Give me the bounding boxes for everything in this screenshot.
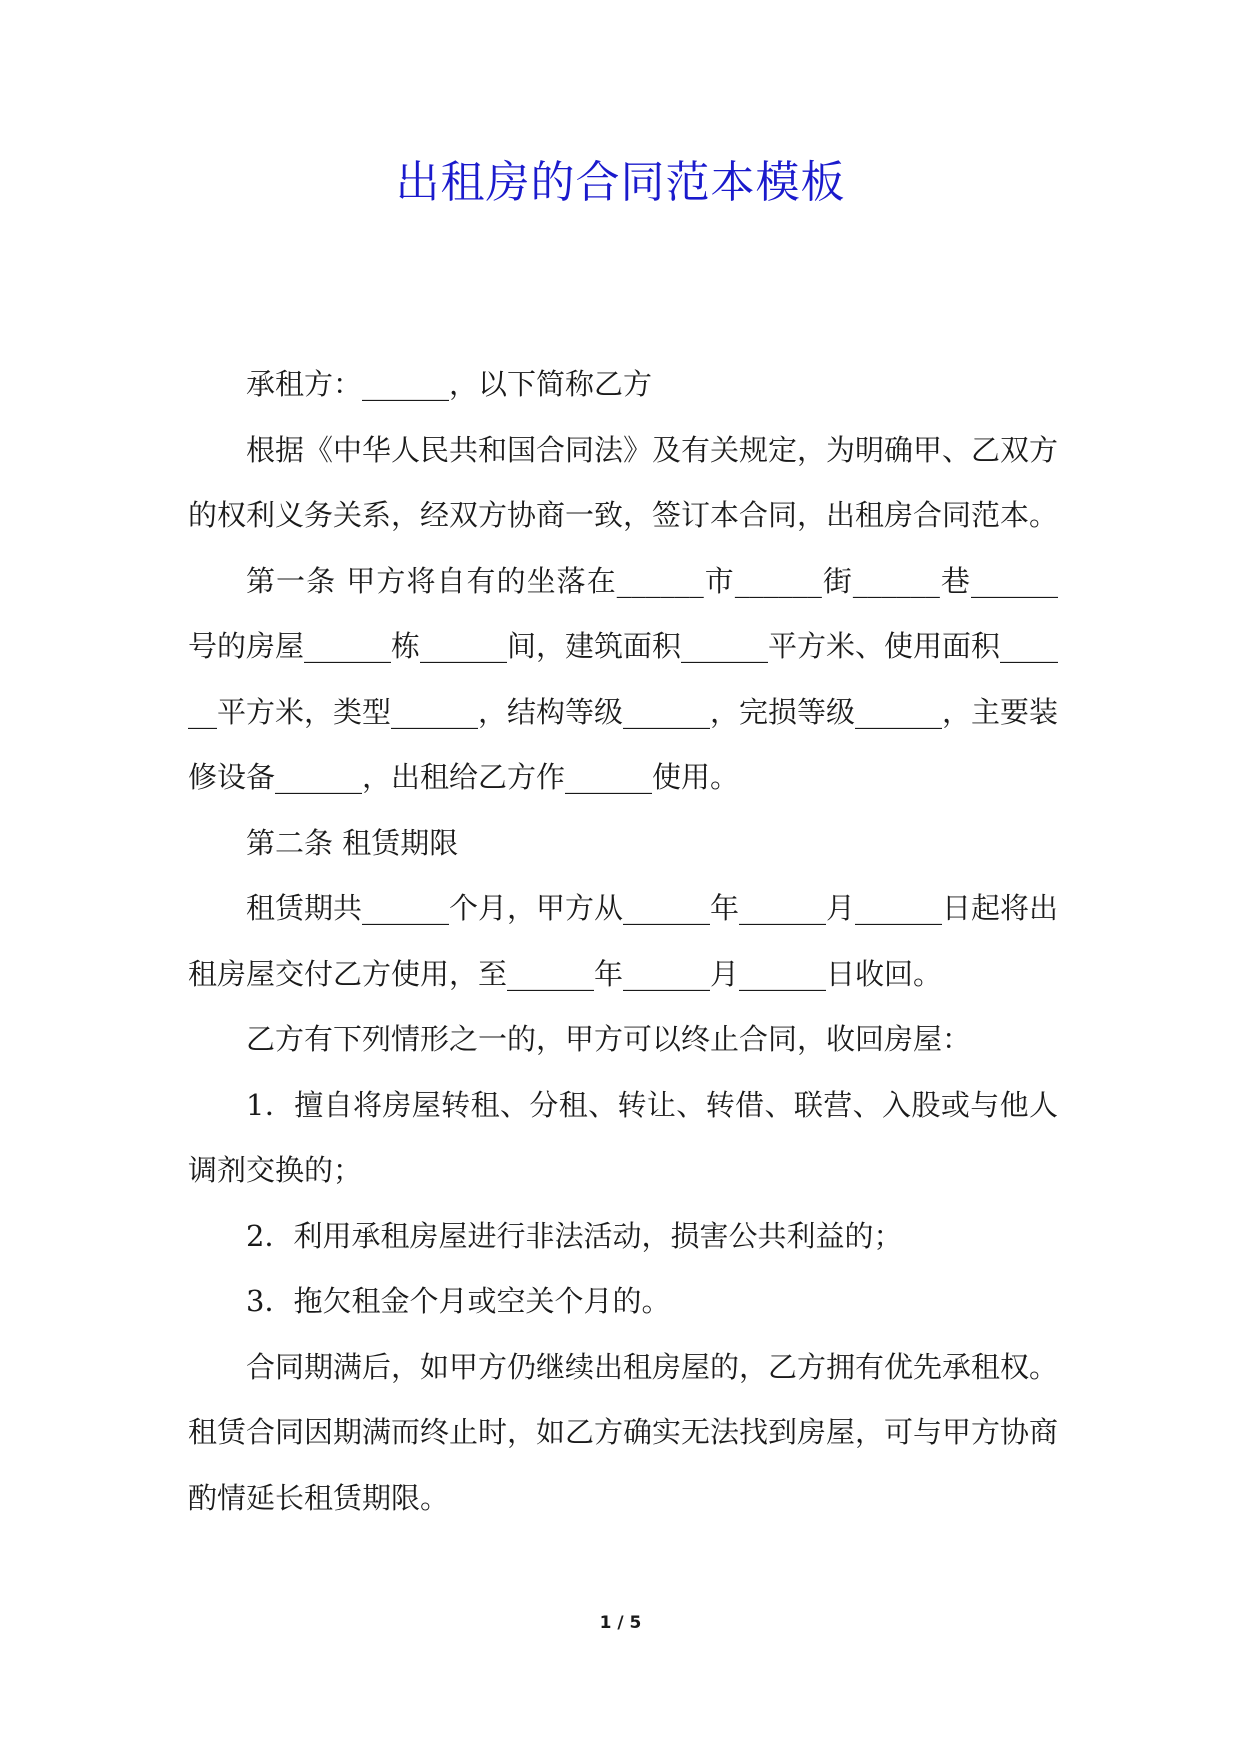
paragraph-renewal: 合同期满后，如甲方仍继续出租房屋的，乙方拥有优先承租权。租赁合同因期满而终止时，如乙方确实无法找到房屋，可与甲方协商酌情延长租赁期限。 [188, 1349, 1059, 1515]
paragraph-termination-conditions: 乙方有下列情形之一的，甲方可以终止合同，收回房屋： [246, 1022, 972, 1056]
paragraph-condition-2: 2．利用承租房屋进行非法活动，损害公共利益的； [246, 1218, 903, 1253]
paragraph-condition-3: 3．拖欠租金个月或空关个月的。 [246, 1284, 671, 1318]
page-number: 1 / 5 [599, 1613, 642, 1633]
paragraph-condition-1: 1．擅自将房屋转租、分租、转让、转借、联营、入股或与他人调剂交换的； [188, 1087, 1058, 1187]
paragraph-lease-term: 租赁期共______个月，甲方从______年______月______日起将出租房屋交付乙方使用，至______年______月______日收回。 [188, 891, 1059, 991]
document-title: 出租房的合同范本模板 [395, 157, 846, 208]
paragraph-preamble: 根据《中华人民共和国合同法》及有关规定，为明确甲、乙双方的权利义务关系，经双方协商一致，签订本合同，出租房合同范本。 [188, 432, 1059, 532]
document-body [188, 352, 1058, 1531]
paragraph-article-2-heading: 第二条 租赁期限 [246, 825, 459, 860]
paragraph-lessee: 承租方：______，以下简称乙方 [246, 367, 653, 401]
paragraph-article-1: 第一条 甲方将自有的坐落在______市______街______巷______号的房屋______栋______间，建筑面积______平方米、使用面积______平方米，类型______，结构等级______，完损等级______，主要装修设备______，出租给乙方作______使用。 [188, 563, 1059, 794]
